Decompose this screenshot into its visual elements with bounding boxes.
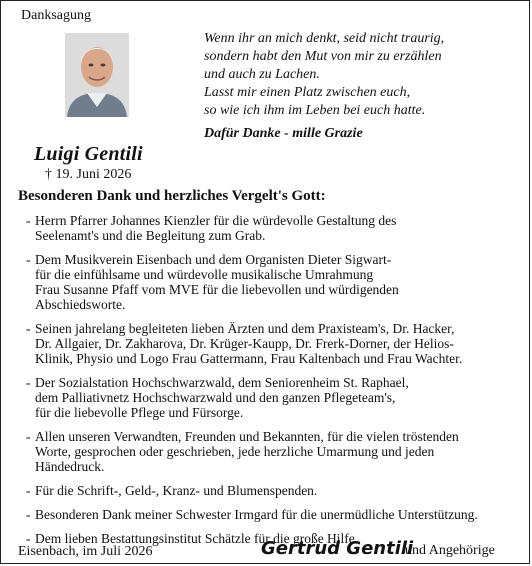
list-item-line: Der Sozialstation Hochschwarzwald, dem Seniorenheim St. Raphael, — [35, 375, 409, 390]
list-dash: - — [26, 321, 31, 336]
list-item-line: Seelenamt's und die Begleitung zum Grab. — [35, 228, 266, 243]
list-item-line: für die einfühlsame und würdevolle musikalische Umrahmung — [35, 267, 374, 282]
list-item-line: Klinik, Physio und Logo Frau Gattermann, Frau Kaltenbach und Frau Wachter. — [35, 351, 463, 366]
list-item — [21, 483, 526, 498]
footer-relatives: und Angehörige — [405, 543, 495, 558]
list-item — [21, 213, 526, 243]
poem-line: so wie ich ihm im Leben bei euch hatte. — [204, 103, 426, 118]
list-item-line: Allen unseren Verwandten, Freunden und Bekannten, für die vielen tröstenden — [35, 429, 459, 444]
portrait-photo-icon — [65, 33, 129, 117]
list-item-line: Frau Susanne Pfaff vom MVE für die liebevollen und würdigenden — [35, 282, 399, 297]
list-dash: - — [26, 375, 31, 390]
poem-closing: Dafür Danke - mille Grazie — [204, 126, 363, 141]
list-item-line: Dem lieben Bestattungsinstitut Schätzle für die große Hilfe. — [35, 531, 359, 546]
list-item — [21, 252, 526, 312]
deceased-name: Luigi Gentili — [34, 143, 143, 165]
portrait-photo — [65, 33, 129, 117]
poem-line: sondern habt den Mut von mir zu erzählen — [204, 49, 442, 64]
list-dash: - — [26, 531, 31, 546]
list-item-line: Für die Schrift-, Geld-, Kranz- und Blumenspenden. — [35, 483, 318, 498]
death-date: † 19. Juni 2026 — [45, 167, 132, 182]
list-item-line: Worte, gesprochen oder geschrieben, jede herzliche Umarmung und jeden — [35, 444, 435, 459]
list-item-line: Abschiedsworte. — [35, 297, 126, 312]
list-item — [21, 507, 526, 522]
list-item — [21, 375, 526, 420]
poem-line: Wenn ihr an mich denkt, seid nicht traurig, — [204, 31, 445, 46]
list-item — [21, 429, 526, 474]
list-item-line: Besonderen Dank meiner Schwester Irmgard für die unermüdliche Unterstützung. — [35, 507, 478, 522]
list-dash: - — [26, 252, 31, 267]
memorial-poem — [204, 30, 444, 120]
list-item-line: Dr. Allgaier, Dr. Zakharova, Dr. Krüger-Kaupp, Dr. Frerk-Dorner, der Helios- — [35, 336, 454, 351]
list-dash: - — [26, 507, 31, 522]
list-item-line: Dem Musikverein Eisenbach und dem Organisten Dieter Sigwart- — [35, 252, 392, 267]
list-item-line: Herrn Pfarrer Johannes Kienzler für die würdevolle Gestaltung des — [35, 213, 397, 228]
poem-line: und auch zu Lachen. — [204, 67, 320, 82]
poem-line: Lasst mir einen Platz zwischen euch, — [204, 85, 411, 100]
list-item — [21, 321, 526, 366]
list-item-line: für die liebevolle Pflege und Fürsorge. — [35, 405, 244, 420]
footer-place-date: Eisenbach, im Juli 2026 — [18, 544, 153, 559]
list-dash: - — [26, 483, 31, 498]
thanks-list — [21, 213, 526, 555]
list-dash: - — [26, 429, 31, 444]
list-item-line: Seinen jahrelang begleiteten lieben Ärzten und dem Praxisteam's, Dr. Hacker, — [35, 321, 455, 336]
list-dash: - — [26, 213, 31, 228]
notice-type-label: Danksagung — [21, 8, 91, 23]
list-item-line: Händedruck. — [35, 459, 105, 474]
signature-name: Gertrud Gentili — [261, 538, 414, 559]
list-item-line: dem Palliativnetz Hochschwarzwald und den ganzen Pflegeteam's, — [35, 390, 396, 405]
thanks-heading: Besonderen Dank und herzliches Vergelt's Gott: — [18, 188, 326, 204]
